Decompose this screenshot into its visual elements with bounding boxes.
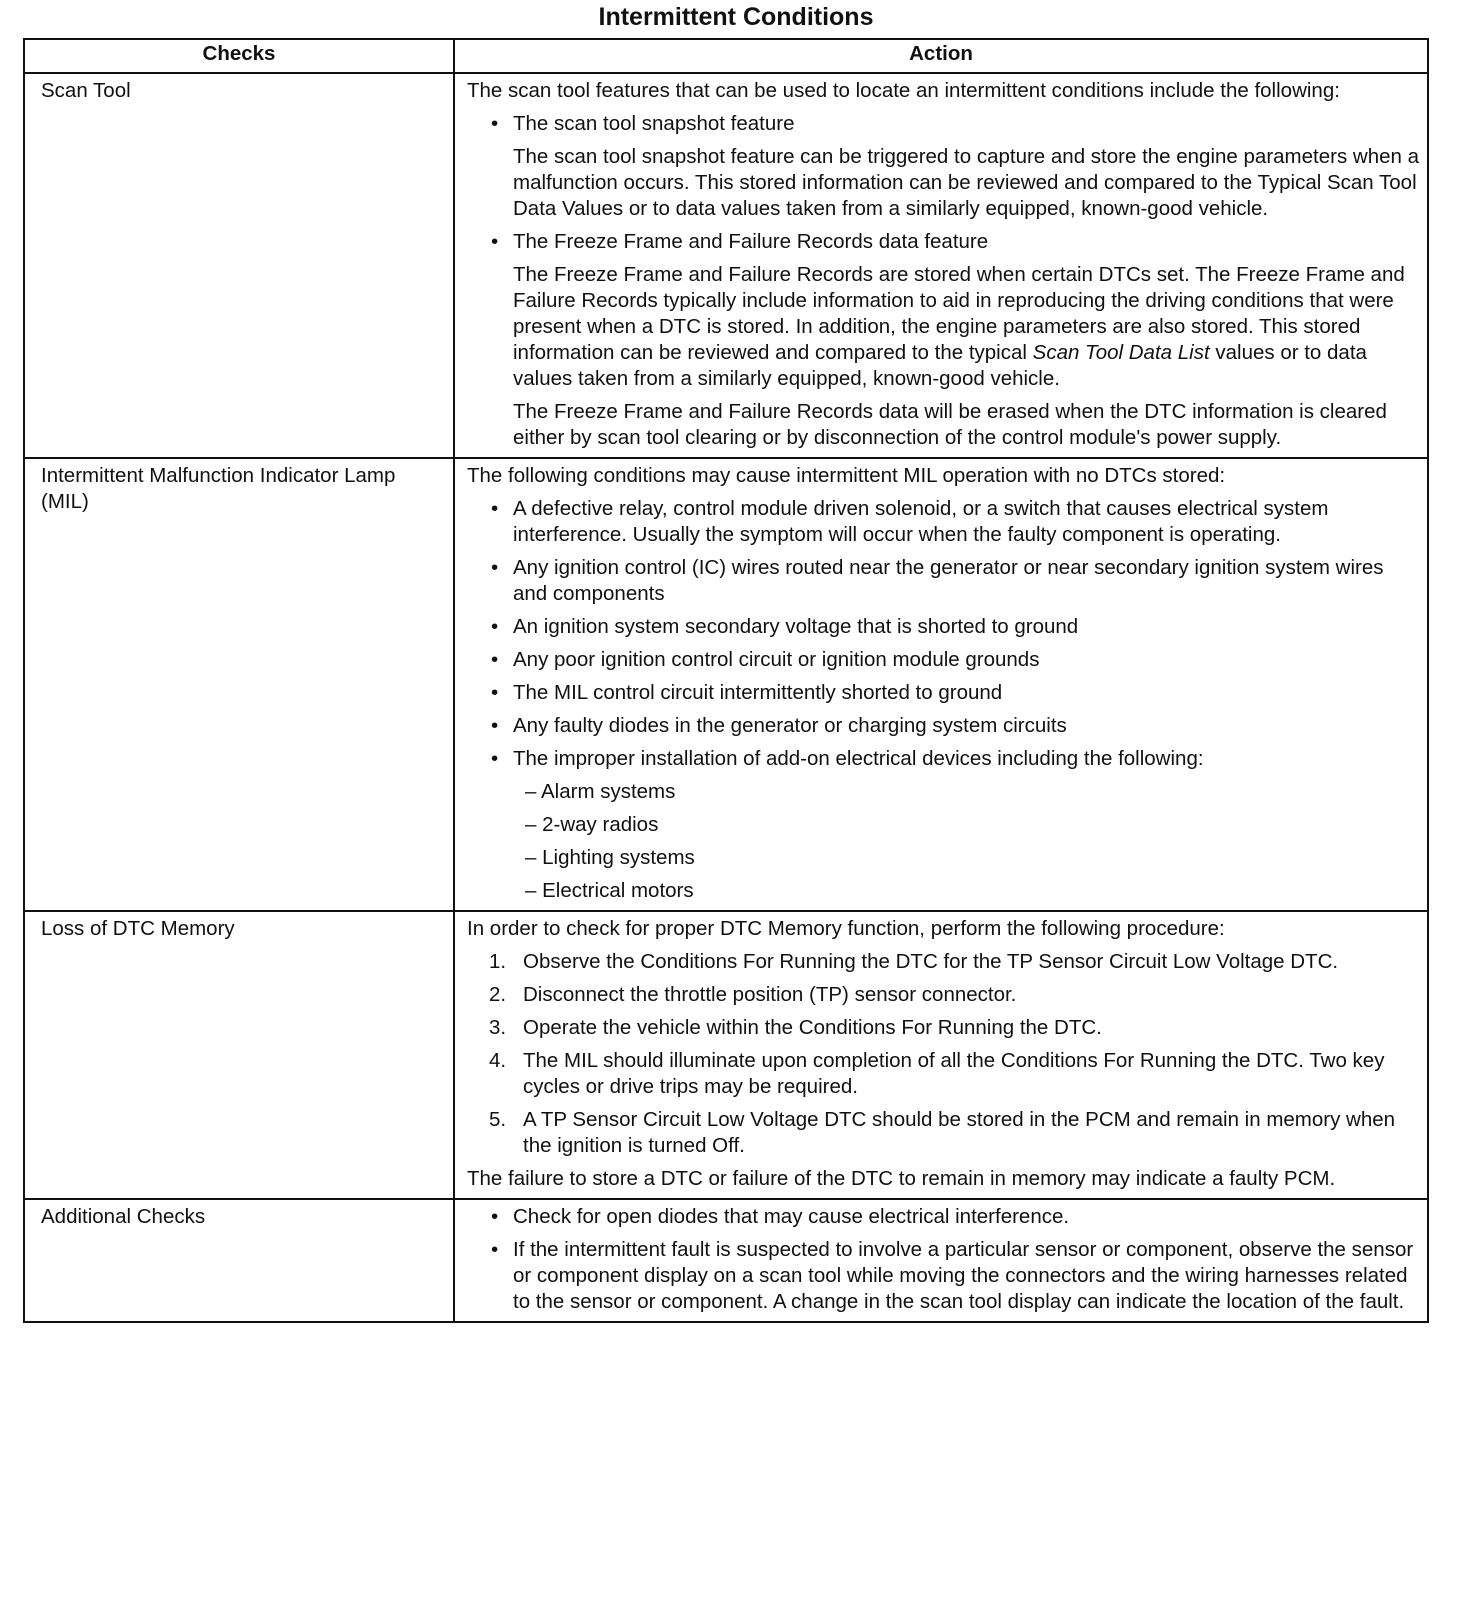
bullet-icon: • xyxy=(491,230,499,253)
step-number: 2. xyxy=(489,983,507,1006)
detail-text: values or to data values taken from a similarly equipped, known-good vehicle. xyxy=(513,341,1367,390)
step-text: The MIL should illuminate upon completion of all the Conditions For Running the DTC. Two key cycles or drive trips may be required. xyxy=(523,1049,1385,1098)
dash-icon: – xyxy=(525,780,537,803)
sub-list-item-text: 2-way radios xyxy=(542,813,659,836)
dash-icon: – xyxy=(525,813,537,836)
list-item-text: Any ignition control (IC) wires routed near the generator or near secondary ignition system wires and components xyxy=(513,556,1384,605)
bullet-icon: • xyxy=(491,556,499,579)
table-row xyxy=(24,458,1428,911)
bullet-icon: • xyxy=(491,1205,499,1228)
bullet-list xyxy=(467,111,1419,137)
action-cell xyxy=(454,73,1428,458)
column-header-action: Action xyxy=(454,39,1428,73)
bullet-icon: • xyxy=(491,681,499,704)
list-item xyxy=(467,1204,1419,1230)
list-item xyxy=(467,1237,1419,1315)
sub-list-item-text: Electrical motors xyxy=(542,879,694,902)
action-intro: The following conditions may cause intermittent MIL operation with no DTCs stored: xyxy=(467,464,1226,487)
list-item xyxy=(467,680,1419,706)
bullet-list xyxy=(467,496,1419,904)
sub-list-item xyxy=(513,779,1419,805)
step-item xyxy=(467,982,1419,1008)
table-row xyxy=(24,911,1428,1199)
action-intro: In order to check for proper DTC Memory function, perform the following procedure: xyxy=(467,917,1225,940)
bullet-list xyxy=(467,1204,1419,1315)
bullet-list xyxy=(467,229,1419,255)
page-title: Intermittent Conditions xyxy=(598,3,874,31)
check-cell: Additional Checks xyxy=(24,1199,454,1322)
list-item-text: A defective relay, control module driven solenoid, or a switch that causes electrical system interference. Usually the symptom will occur when the faulty component is operating. xyxy=(513,497,1329,546)
intermittent-conditions-table xyxy=(23,38,1429,1323)
column-header-checks: Checks xyxy=(24,39,454,73)
action-outro: The failure to store a DTC or failure of the DTC to remain in memory may indicate a faulty PCM. xyxy=(467,1167,1336,1190)
table-row xyxy=(24,73,1428,458)
action-cell xyxy=(454,458,1428,911)
list-item-text: Any faulty diodes in the generator or charging system circuits xyxy=(513,714,1067,737)
dash-icon: – xyxy=(525,879,537,902)
list-item xyxy=(467,229,1419,255)
step-item xyxy=(467,949,1419,975)
list-item xyxy=(467,555,1419,607)
step-text: A TP Sensor Circuit Low Voltage DTC should be stored in the PCM and remain in memory when the ignition is turned Off. xyxy=(523,1108,1396,1157)
list-item-text: The improper installation of add-on electrical devices including the following: xyxy=(513,747,1204,770)
check-cell: Intermittent Malfunction Indicator Lamp (MIL) xyxy=(24,458,454,911)
list-item xyxy=(467,111,1419,137)
list-item-text: An ignition system secondary voltage that is shorted to ground xyxy=(513,615,1079,638)
numbered-steps xyxy=(467,949,1419,1159)
bullet-icon: • xyxy=(491,112,499,135)
sub-list-item-text: Alarm systems xyxy=(540,780,676,803)
list-item xyxy=(467,647,1419,673)
table-row xyxy=(24,1199,1428,1322)
step-text: Operate the vehicle within the Conditions For Running the DTC. xyxy=(523,1016,1102,1039)
bullet-icon: • xyxy=(491,648,499,671)
bullet-icon: • xyxy=(491,747,499,770)
sub-list-item xyxy=(513,845,1419,871)
detail-paragraph xyxy=(467,262,1419,392)
list-item xyxy=(467,496,1419,548)
step-number: 3. xyxy=(489,1016,507,1039)
check-cell: Scan Tool xyxy=(24,73,454,458)
step-item xyxy=(467,1107,1419,1159)
list-item xyxy=(467,713,1419,739)
table-header-row xyxy=(24,39,1428,73)
list-item xyxy=(467,746,1419,904)
step-item xyxy=(467,1015,1419,1041)
list-item-text: If the intermittent fault is suspected to involve a particular sensor or component, observe the sensor or component display on a scan tool while moving the connectors and the wiring harnesses related to the sensor or component. A change in the scan tool display can indicate the location of the fault. xyxy=(513,1238,1414,1313)
step-number: 1. xyxy=(489,950,507,973)
action-cell xyxy=(454,1199,1428,1322)
list-item-text: Check for open diodes that may cause electrical interference. xyxy=(513,1205,1070,1228)
sub-list-item xyxy=(513,812,1419,838)
sub-list-item xyxy=(513,878,1419,904)
list-item-text: The MIL control circuit intermittently shorted to ground xyxy=(513,681,1003,704)
list-item-text: The Freeze Frame and Failure Records data feature xyxy=(513,230,989,253)
list-item-text: The scan tool snapshot feature xyxy=(513,112,795,135)
action-cell xyxy=(454,911,1428,1199)
list-item xyxy=(467,614,1419,640)
bullet-icon: • xyxy=(491,714,499,737)
list-item-text: Any poor ignition control circuit or ignition module grounds xyxy=(513,648,1040,671)
bullet-icon: • xyxy=(491,615,499,638)
detail-paragraph: The scan tool snapshot feature can be triggered to capture and store the engine parameters when a malfunction occurs. This stored information can be reviewed and compared to the Typical Scan Tool Data Values or to data values taken from a similarly equipped, known-good vehicle. xyxy=(513,145,1419,220)
detail-italic-reference: Scan Tool Data List xyxy=(1032,341,1210,364)
detail-paragraph: The Freeze Frame and Failure Records data will be erased when the DTC information is cleared either by scan tool clearing or by disconnection of the control module's power supply. xyxy=(513,400,1387,449)
step-number: 4. xyxy=(489,1049,507,1072)
step-number: 5. xyxy=(489,1108,507,1131)
step-item xyxy=(467,1048,1419,1100)
dash-icon: – xyxy=(525,846,537,869)
bullet-icon: • xyxy=(491,1238,499,1261)
step-text: Observe the Conditions For Running the DTC for the TP Sensor Circuit Low Voltage DTC. xyxy=(523,950,1339,973)
check-cell: Loss of DTC Memory xyxy=(24,911,454,1199)
sub-list xyxy=(513,779,1419,904)
step-text: Disconnect the throttle position (TP) sensor connector. xyxy=(523,983,1017,1006)
sub-list-item-text: Lighting systems xyxy=(542,846,695,869)
bullet-icon: • xyxy=(491,497,499,520)
detail-text: The Freeze Frame and Failure Records are stored when certain DTCs set. The Freeze Frame and Failure Records typically include information to aid in reproducing the driving conditions that were present when a DTC is stored. In addition, the engine parameters are also stored. This stored information can be reviewed and compared to the typical xyxy=(513,263,1405,364)
action-intro: The scan tool features that can be used to locate an intermittent conditions include the following: xyxy=(467,79,1340,102)
